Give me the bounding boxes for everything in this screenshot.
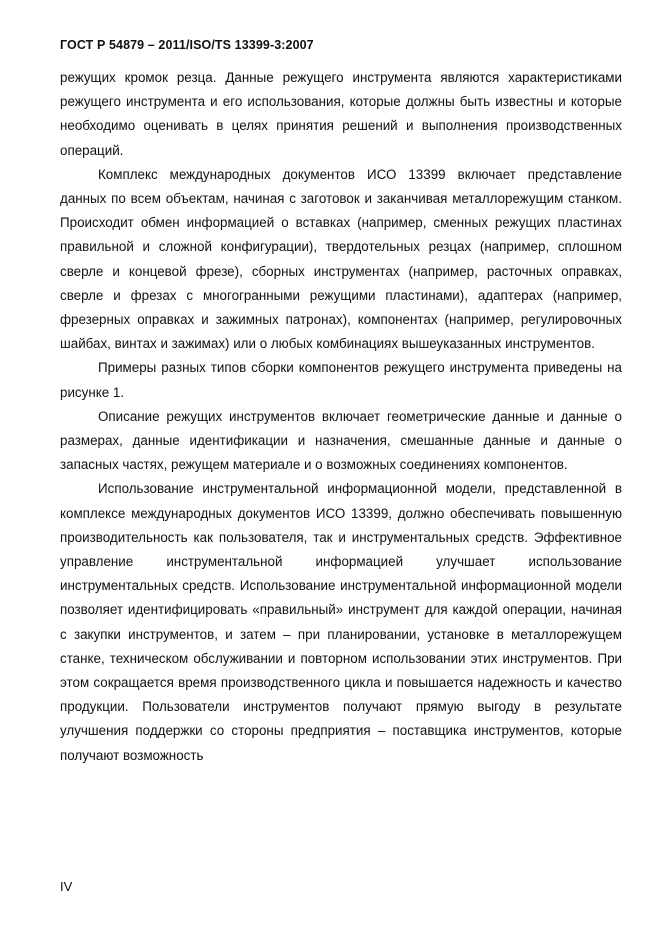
paragraph-continuation: режущих кромок резца. Данные режущего инструмента являются характеристиками режущего инструмента и его использования, которые должны быть известны и которые необходимо оценивать в целях принятия решений и выполнения производственных операций.: [60, 70, 622, 158]
paragraph-information-model-usage: Использование инструментальной информационной модели, представленной в комплексе международных документов ИСО 13399, должно обеспечивать повышенную производительность как пользователя, так и инструментальных средств. Эффективное управление инструментальной информацией улучшает использование инструментальных средств. Использование инструментальной информационной модели позволяет идентифицировать «правильный» инструмент для каждой операции, начиная с закупки инструментов, и затем – при планировании, установке в металлорежущем станке, техническом обслуживании и повторном использовании этих инструментов. При этом сокращается время производственного цикла и повышается надежность и качество продукции. Пользователи инструментов получают прямую выгоду в результате улучшения поддержки со стороны предприятия – поставщика инструментов, которые получают возможность: [60, 481, 622, 763]
document-body: [60, 66, 622, 768]
paragraph-iso-13399-scope: Комплекс международных документов ИСО 13399 включает представление данных по всем объектам, начиная с заготовок и заканчивая металлорежущим станком. Происходит обмен информацией о вставках (например, сменных режущих пластинах правильной и сложной конфигурации), твердотельных резцах (например, сплошном сверле и концевой фрезе), сборных инструментах (например, расточных оправках, сверле и фрезах с многогранными режущими пластинами), адаптерах (например, фрезерных оправках и зажимных патронах), компонентах (например, регулировочных шайбах, винтах и зажимах) или о любых комбинациях вышеуказанных инструментов.: [60, 166, 622, 352]
document-header-title: ГОСТ Р 54879 – 2011/ISO/TS 13399-3:2007: [60, 38, 314, 52]
paragraph-tool-description: Описание режущих инструментов включает геометрические данные и данные о размерах, данные идентификации и назначения, смешанные данные и данные о запасных частях, режущем материале и о возможных соединениях компонентов.: [60, 408, 622, 473]
page-number: IV: [60, 879, 73, 894]
paragraph-figure-reference: Примеры разных типов сборки компонентов режущего инструмента приведены на рисунке 1.: [60, 360, 622, 400]
